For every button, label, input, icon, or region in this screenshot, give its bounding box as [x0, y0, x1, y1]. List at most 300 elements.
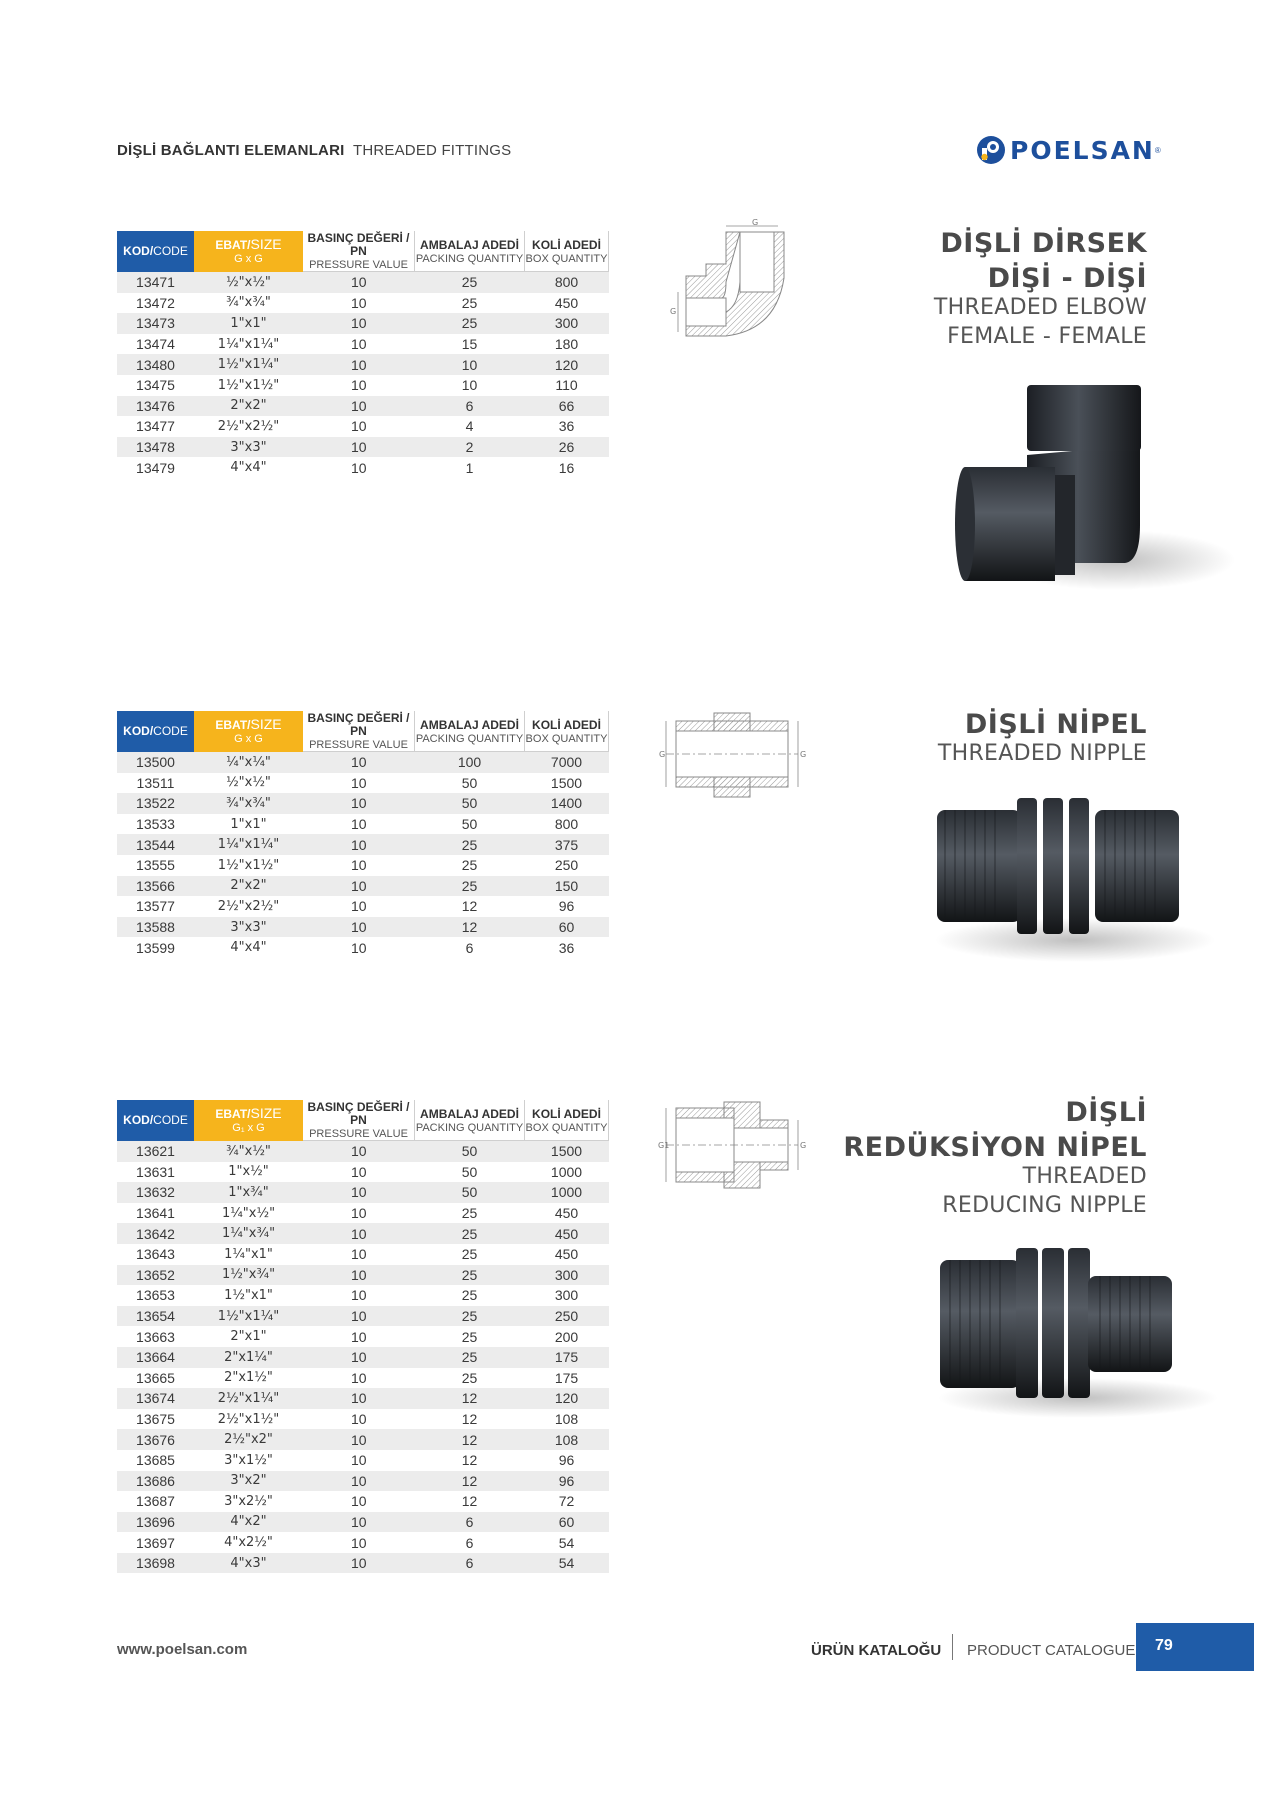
table-row — [117, 1203, 609, 1224]
cell-code: 13696 — [117, 1512, 194, 1533]
cell-code: 13471 — [117, 272, 194, 293]
cell-box: 96 — [525, 1471, 609, 1492]
cell-box: 300 — [525, 313, 609, 334]
col-size: EBAT/SIZE G x G — [194, 231, 303, 272]
title-en-line1: THREADED — [1022, 1164, 1147, 1189]
cell-packing: 6 — [465, 939, 474, 956]
cell-packing: 1 — [465, 459, 474, 476]
cell-size: 3"x3" — [194, 437, 303, 458]
cell-code: 13599 — [136, 939, 175, 956]
title-tr-line1: DİŞLİ DİRSEK — [940, 228, 1147, 259]
title-tr-line2: DİŞİ - DİŞİ — [987, 263, 1147, 294]
cell-box: 110 — [555, 377, 578, 394]
cell-pressure: 10 — [303, 396, 415, 417]
cell-code: 13632 — [117, 1182, 194, 1203]
title-reducing-nipple — [843, 1098, 1147, 1220]
cell-box: 1000 — [550, 1163, 583, 1180]
cell-size: 2"x1¼" — [194, 1347, 303, 1368]
cell-size: 1¼"x1" — [224, 1246, 273, 1262]
cell-box: 1400 — [525, 793, 609, 814]
col-pressure: BASINÇ DEĞERİ / PN PRESSURE VALUE — [303, 1100, 415, 1141]
cell-packing: 25 — [415, 1265, 525, 1286]
table-row — [117, 834, 609, 855]
cell-size: 3"x2½" — [224, 1493, 273, 1509]
col-size: EBAT/SIZE G₁ x G — [194, 1100, 303, 1141]
cell-packing: 25 — [415, 313, 525, 334]
table-row — [117, 793, 609, 814]
cell-packing: 15 — [461, 336, 478, 353]
cell-packing: 50 — [415, 793, 525, 814]
cell-box: 60 — [525, 1512, 609, 1533]
table-row — [117, 1347, 609, 1368]
table-row — [117, 1141, 609, 1162]
drawing-label: G — [752, 218, 759, 227]
cell-pressure: 10 — [350, 1205, 367, 1222]
cell-size: 1½"x1½" — [217, 377, 280, 393]
cell-box: 36 — [558, 418, 575, 435]
cell-code: 13654 — [117, 1306, 194, 1327]
table-row — [117, 1512, 609, 1533]
cell-size: 2"x2" — [194, 876, 303, 897]
cell-packing: 12 — [415, 1471, 525, 1492]
section-title-tr: DİŞLİ BAĞLANTI ELEMANLARI — [117, 142, 345, 159]
cell-code: 13631 — [136, 1163, 175, 1180]
col-box: KOLİ ADEDİ BOX QUANTITY — [525, 711, 609, 752]
cell-pressure: 10 — [350, 377, 367, 394]
col-code: KOD/CODE — [117, 711, 194, 752]
cell-box: 96 — [558, 1452, 575, 1469]
col-packing: AMBALAJ ADEDİ PACKING QUANTITY — [415, 231, 525, 272]
table-row — [117, 1429, 609, 1450]
cell-box: 66 — [525, 396, 609, 417]
cell-pressure: 10 — [303, 1471, 415, 1492]
cell-size: 1½"x1¼" — [194, 1306, 303, 1327]
cell-packing: 25 — [461, 857, 478, 874]
title-elbow — [934, 229, 1147, 351]
cell-pressure: 10 — [303, 1347, 415, 1368]
cell-code: 13544 — [117, 834, 194, 855]
cell-packing: 25 — [415, 1347, 525, 1368]
cell-packing: 6 — [465, 1534, 474, 1551]
cell-pressure: 10 — [303, 1429, 415, 1450]
title-tr-line1: DİŞLİ — [1065, 1097, 1147, 1128]
cell-code: 13664 — [117, 1347, 194, 1368]
col-packing: AMBALAJ ADEDİ PACKING QUANTITY — [415, 1100, 525, 1141]
cell-size: ½"x½" — [194, 272, 303, 293]
cell-packing: 25 — [461, 294, 478, 311]
cell-code: 13473 — [117, 313, 194, 334]
cell-box: 800 — [554, 816, 579, 833]
cell-box: 108 — [554, 1411, 579, 1428]
cell-box: 96 — [558, 898, 575, 915]
cell-box: 375 — [525, 834, 609, 855]
table-row — [117, 855, 609, 876]
cell-pressure: 10 — [350, 459, 367, 476]
table-row — [117, 896, 609, 917]
col-pressure: BASINÇ DEĞERİ / PN PRESSURE VALUE — [303, 231, 415, 272]
footer-catalogue-en: PRODUCT CATALOGUE — [967, 1642, 1136, 1659]
cell-box: 26 — [525, 437, 609, 458]
cell-pressure: 10 — [350, 336, 367, 353]
cell-box: 300 — [554, 1287, 579, 1304]
cell-size: 1¼"x1¼" — [217, 336, 280, 352]
cell-code: 13687 — [136, 1493, 175, 1510]
table-row — [117, 917, 609, 938]
cell-pressure: 10 — [350, 1287, 367, 1304]
cell-pressure: 10 — [350, 1328, 367, 1345]
cell-size: 2½"x2½" — [217, 898, 280, 914]
cell-pressure: 10 — [303, 354, 415, 375]
cell-box: 108 — [525, 1429, 609, 1450]
cell-code: 13477 — [136, 418, 175, 435]
cell-packing: 25 — [461, 1246, 478, 1263]
table-row — [117, 752, 609, 773]
cell-code: 13652 — [117, 1265, 194, 1286]
cell-packing: 25 — [415, 272, 525, 293]
table-row — [117, 814, 609, 835]
cell-pressure: 10 — [303, 437, 415, 458]
cell-packing: 50 — [461, 1163, 478, 1180]
cell-packing: 50 — [415, 1141, 525, 1162]
reducing-nipple-technical-drawing — [658, 1100, 808, 1192]
table-row — [117, 1326, 609, 1347]
cell-size: 1½"x1½" — [217, 857, 280, 873]
col-box: KOLİ ADEDİ BOX QUANTITY — [525, 231, 609, 272]
spec-table-reducing-nipple — [117, 1100, 609, 1573]
cell-box: 250 — [525, 1306, 609, 1327]
cell-pressure: 10 — [303, 272, 415, 293]
table-row — [117, 1182, 609, 1203]
table-row — [117, 437, 609, 458]
table-row — [117, 1491, 609, 1512]
cell-pressure: 10 — [350, 1411, 367, 1428]
table-row — [117, 1285, 609, 1306]
cell-pressure: 10 — [303, 752, 415, 773]
cell-box: 60 — [525, 917, 609, 938]
table-row — [117, 1553, 609, 1574]
title-en-line1: THREADED ELBOW — [933, 295, 1147, 320]
table-row — [117, 1223, 609, 1244]
cell-size: 1"x1" — [194, 313, 303, 334]
cell-packing: 25 — [461, 1287, 478, 1304]
cell-code: 13474 — [136, 336, 175, 353]
drawing-label: G — [659, 750, 666, 759]
cell-pressure: 10 — [303, 793, 415, 814]
cell-box: 175 — [525, 1347, 609, 1368]
section-label — [117, 142, 511, 159]
title-tr-line1: DİŞLİ NİPEL — [964, 709, 1147, 740]
cell-box: 200 — [554, 1328, 579, 1345]
spec-table-nipple — [117, 711, 609, 958]
table-row — [117, 272, 609, 293]
footer-divider — [952, 1634, 953, 1660]
drawing-label: G — [670, 307, 677, 316]
cell-code: 13479 — [136, 459, 175, 476]
cell-pressure: 10 — [303, 917, 415, 938]
cell-pressure: 10 — [350, 1163, 367, 1180]
cell-code: 13674 — [117, 1388, 194, 1409]
cell-packing: 25 — [461, 1205, 478, 1222]
table-row — [117, 876, 609, 897]
cell-size: 3"x1½" — [224, 1452, 273, 1468]
cell-box: 800 — [525, 272, 609, 293]
col-box: KOLİ ADEDİ BOX QUANTITY — [525, 1100, 609, 1141]
cell-code: 13475 — [136, 377, 175, 394]
cell-size: 2"x2" — [194, 396, 303, 417]
cell-packing: 50 — [461, 774, 478, 791]
cell-size: 1¼"x1¼" — [194, 834, 303, 855]
cell-pressure: 10 — [350, 774, 367, 791]
reducing-nipple-product-photo — [928, 1240, 1228, 1420]
title-en-line2: REDUCING NIPPLE — [942, 1193, 1147, 1218]
col-packing: AMBALAJ ADEDİ PACKING QUANTITY — [415, 711, 525, 752]
cell-size: 1¼"x¾" — [194, 1223, 303, 1244]
page-number-box — [1136, 1623, 1254, 1671]
table-row — [117, 354, 609, 375]
cell-size: 1½"x¾" — [194, 1265, 303, 1286]
cell-pressure: 10 — [303, 1141, 415, 1162]
table-row — [117, 773, 609, 794]
cell-code: 13686 — [117, 1471, 194, 1492]
cell-size: 4"x2½" — [224, 1535, 273, 1551]
cell-size: 2½"x2½" — [217, 418, 280, 434]
cell-code: 13641 — [136, 1205, 175, 1222]
cell-size: 1½"x1¼" — [194, 354, 303, 375]
table-row — [117, 396, 609, 417]
cell-pressure: 10 — [350, 1534, 367, 1551]
cell-code: 13566 — [117, 876, 194, 897]
cell-box: 16 — [558, 459, 575, 476]
cell-pressure: 10 — [350, 1493, 367, 1510]
title-tr-line2: REDÜKSİYON NİPEL — [843, 1132, 1147, 1163]
footer-website-link[interactable]: www.poelsan.com — [117, 1641, 248, 1658]
cell-code: 13476 — [117, 396, 194, 417]
cell-packing: 2 — [415, 437, 525, 458]
title-nipple — [938, 710, 1147, 768]
cell-code: 13472 — [136, 294, 175, 311]
cell-size: 2½"x2" — [194, 1429, 303, 1450]
spec-table-elbow — [117, 231, 609, 478]
cell-pressure: 10 — [350, 898, 367, 915]
nipple-technical-drawing — [658, 711, 808, 801]
table-row — [117, 1450, 609, 1471]
table-row — [117, 1471, 609, 1492]
cell-box: 120 — [525, 1388, 609, 1409]
cell-packing: 12 — [415, 917, 525, 938]
cell-pressure: 10 — [303, 313, 415, 334]
cell-size: ¾"x¾" — [226, 295, 271, 311]
cell-box: 1500 — [525, 1141, 609, 1162]
cell-code: 13697 — [136, 1534, 175, 1551]
table-row — [117, 1162, 609, 1183]
cell-size: ½"x½" — [226, 775, 271, 791]
cell-pressure: 10 — [303, 1553, 415, 1574]
cell-size: ¼"x¼" — [194, 752, 303, 773]
cell-packing: 25 — [415, 1223, 525, 1244]
cell-packing: 25 — [461, 1328, 478, 1345]
cell-box: 7000 — [525, 752, 609, 773]
cell-size: 3"x3" — [194, 917, 303, 938]
cell-code: 13533 — [136, 816, 175, 833]
cell-size: 1¼"x½" — [221, 1205, 276, 1221]
cell-size: 2"x1½" — [224, 1370, 273, 1386]
table-row — [117, 937, 609, 958]
cell-size: 1"x¾" — [194, 1182, 303, 1203]
cell-pressure: 10 — [303, 1512, 415, 1533]
cell-code: 13665 — [136, 1369, 175, 1386]
table-row — [117, 293, 609, 314]
cell-box: 300 — [525, 1265, 609, 1286]
cell-box: 1500 — [550, 774, 583, 791]
cell-packing: 12 — [461, 1493, 478, 1510]
cell-code: 13675 — [136, 1411, 175, 1428]
cell-pressure: 10 — [303, 1265, 415, 1286]
table-row — [117, 1409, 609, 1430]
cell-code: 13663 — [136, 1328, 175, 1345]
cell-size: ¾"x¾" — [194, 793, 303, 814]
cell-packing: 25 — [415, 1306, 525, 1327]
col-size: EBAT/SIZE G x G — [194, 711, 303, 752]
page-number: 79 — [1155, 1637, 1173, 1654]
cell-packing: 50 — [415, 1182, 525, 1203]
cell-pressure: 10 — [350, 418, 367, 435]
cell-box: 450 — [554, 1246, 579, 1263]
cell-size: 4"x4" — [230, 940, 267, 956]
cell-pressure: 10 — [350, 1246, 367, 1263]
cell-pressure: 10 — [350, 1452, 367, 1469]
col-code: KOD/CODE — [117, 1100, 194, 1141]
cell-size: 4"x2" — [194, 1512, 303, 1533]
section-title-en: THREADED FITTINGS — [352, 142, 512, 159]
title-en-line2: FEMALE - FEMALE — [947, 324, 1147, 349]
table-row — [117, 1388, 609, 1409]
table-row — [117, 313, 609, 334]
table-row — [117, 1368, 609, 1389]
cell-packing: 6 — [415, 396, 525, 417]
cell-size: 1"x1" — [230, 816, 267, 832]
cell-box: 250 — [554, 857, 579, 874]
cell-code: 13698 — [117, 1553, 194, 1574]
table-row — [117, 1532, 609, 1553]
cell-pressure: 10 — [350, 1369, 367, 1386]
cell-size: 2½"x1¼" — [194, 1388, 303, 1409]
cell-code: 13653 — [136, 1287, 175, 1304]
cell-box: 36 — [558, 939, 575, 956]
poelsan-logo: POELSAN ® — [976, 133, 1161, 167]
cell-packing: 25 — [415, 834, 525, 855]
cell-pressure: 10 — [350, 857, 367, 874]
cell-code: 13685 — [136, 1452, 175, 1469]
cell-packing: 25 — [415, 876, 525, 897]
col-pressure: BASINÇ DEĞERİ / PN PRESSURE VALUE — [303, 711, 415, 752]
cell-size: 2"x1" — [230, 1329, 267, 1345]
cell-pressure: 10 — [303, 834, 415, 855]
nipple-product-photo — [925, 790, 1225, 965]
table-row — [117, 375, 609, 396]
cell-packing: 12 — [461, 1452, 478, 1469]
cell-packing: 12 — [461, 1411, 478, 1428]
cell-box: 450 — [554, 294, 579, 311]
cell-code: 13577 — [136, 898, 175, 915]
cell-box: 150 — [525, 876, 609, 897]
cell-pressure: 10 — [303, 1306, 415, 1327]
title-en-line1: THREADED NIPPLE — [937, 741, 1147, 766]
cell-size: 2½"x1½" — [217, 1411, 280, 1427]
cell-code: 13621 — [117, 1141, 194, 1162]
cell-size: ¾"x½" — [194, 1141, 303, 1162]
cell-box: 120 — [525, 354, 609, 375]
cell-packing: 12 — [461, 898, 478, 915]
cell-size: 1½"x1" — [224, 1287, 273, 1303]
cell-code: 13643 — [136, 1246, 175, 1263]
cell-code: 13480 — [117, 354, 194, 375]
cell-box: 180 — [554, 336, 579, 353]
cell-size: 3"x2" — [194, 1471, 303, 1492]
cell-packing: 4 — [465, 418, 474, 435]
table-row — [117, 334, 609, 355]
drawing-label: G — [800, 1141, 807, 1150]
elbow-product-photo — [935, 385, 1235, 610]
cell-packing: 50 — [461, 816, 478, 833]
cell-box: 175 — [554, 1369, 579, 1386]
cell-code: 13588 — [117, 917, 194, 938]
cell-code: 13676 — [117, 1429, 194, 1450]
cell-box: 54 — [525, 1553, 609, 1574]
cell-packing: 12 — [415, 1429, 525, 1450]
cell-size: 1"x½" — [228, 1164, 269, 1180]
col-code: KOD/CODE — [117, 231, 194, 272]
cell-packing: 25 — [461, 1369, 478, 1386]
cell-code: 13642 — [117, 1223, 194, 1244]
cell-pressure: 10 — [303, 876, 415, 897]
cell-pressure: 10 — [303, 1223, 415, 1244]
table-row — [117, 416, 609, 437]
cell-code: 13511 — [136, 774, 175, 791]
cell-code: 13478 — [117, 437, 194, 458]
cell-box: 450 — [554, 1205, 579, 1222]
cell-box: 450 — [525, 1223, 609, 1244]
brand-name: POELSAN — [1010, 135, 1155, 165]
drawing-label: G1 — [658, 1141, 670, 1150]
cell-packing: 10 — [415, 354, 525, 375]
cell-packing: 10 — [461, 377, 478, 394]
cell-code: 13500 — [117, 752, 194, 773]
cell-pressure: 10 — [350, 816, 367, 833]
table-row — [117, 1265, 609, 1286]
table-row — [117, 1306, 609, 1327]
footer-catalogue-tr: ÜRÜN KATALOĞU — [811, 1642, 942, 1659]
logo-mark-icon — [976, 135, 1006, 165]
cell-box: 72 — [558, 1493, 575, 1510]
table-row — [117, 1244, 609, 1265]
cell-packing: 100 — [415, 752, 525, 773]
cell-pressure: 10 — [303, 1388, 415, 1409]
cell-packing: 6 — [415, 1553, 525, 1574]
cell-packing: 6 — [415, 1512, 525, 1533]
drawing-label: G — [800, 750, 807, 759]
cell-box: 54 — [558, 1534, 575, 1551]
cell-packing: 12 — [415, 1388, 525, 1409]
cell-pressure: 10 — [350, 294, 367, 311]
cell-size: 4"x3" — [194, 1553, 303, 1574]
elbow-technical-drawing — [668, 218, 798, 348]
cell-size: 4"x4" — [230, 460, 267, 476]
cell-box: 1000 — [525, 1182, 609, 1203]
cell-code: 13522 — [117, 793, 194, 814]
cell-pressure: 10 — [350, 939, 367, 956]
cell-code: 13555 — [136, 857, 175, 874]
table-row — [117, 457, 609, 478]
